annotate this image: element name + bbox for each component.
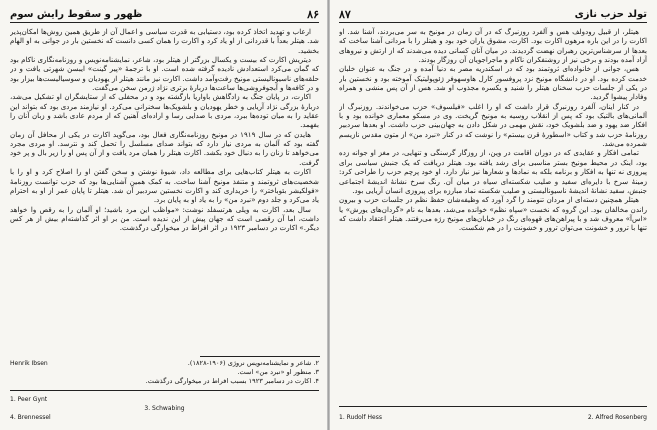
right-body-text [339,27,647,393]
paragraph: هایدن که در سال ۱۹۱۹ در مونیخ روزنامه‌نگاری فعال بود، می‌گوید اکارت در یکی از محافل آن زمان گفته بود که آلمان به مردی نیاز دارد که بتواند صدای مسلسل را تحمل کند و نترسد. او مردی مجرد می‌خواهد تا زنان را به دنبال خود بکشد. اکارت هیتلر را همان مرد یافت و از آن پس او را زیر بال و پر خود گرفت. [10,129,319,167]
paragraph: ارعاب و تهدید اتخاذ کرده بود، دستیابی به قدرت سیاسی و اعمال آن از طریق همین روش‌ها امکان‌پذیر شد. هیتلر بعداً با قدردانی از او یاد کرد و اکارت را همان کسی دانست که نخستین بار در جوانی به او الهام بخشید. [10,27,319,55]
paragraph: دیتریش اکارت که بیست و یکسال بزرگتر از هیتلر بود، شاعر، نمایشنامه‌نویس و روزنامه‌نگاری ناکام بود که گمان می‌کرد استعدادش نادیده گرفته شده است. او با ترجمهٔ «پیر گینت» ایبسن شهرتی یافت و در حلقه‌های ناسیونالیستی مونیخ رفت‌وآمد داشت. اکارت نیز مانند هیتلر از یهودیان و سوسیالیست‌ها بیزار بود و در کافه‌ها و آبجوفروشی‌ها ساعت‌ها دربارهٔ برتری نژاد ژرمن سخن می‌گفت. [10,55,319,93]
footnote-marker: ۲. [313,359,319,367]
paragraph: هیتلر، از قبیل رودولف هس و آلفرد روزنبرگ که در آن زمان در مونیخ به سر می‌بردند، آشنا شد. او اکارت را در این باره مرهون اکارت بود. اکارت، مشوق یاران خود بود و هیتلر را با مردانی آشنا ساخت که بعدها از سرشناس‌ترین رهبران نهضت گردیدند. در میان آنان کسانی دیده می‌شدند که از ارتش و نیروهای آزاد آمده بودند و برخی نیز از روشنفکران ناکام و ماجراجویان آن روزگار بودند. [339,27,647,65]
footnote-text: شاعر و نمایشنامه‌نویس نروژی (۱۹۰۶-۱۸۲۸). [187,359,312,367]
paragraph: تمامی افکار و عقایدی که در دوران اقامت در وین، از روزگار گرسنگی و تنهایی، در مغز او جوانه زده بود، اینک در محیط مونیخ بستر مناسبی برای رشد یافته بود. هیتلر دریافت که یک جنبش سیاسی برای پیروزی نه تنها به افکار و برنامه بلکه به نمادها و شعارها نیز نیاز دارد. او خود پرچم حزب را طراحی کرد: زمینهٔ سرخ با دایره‌ای سفید و صلیب شکسته‌ای سیاه در میان آن. رنگ سرخ نشانهٔ اندیشهٔ اجتماعی جنبش، سفید نشانهٔ اندیشهٔ ناسیونالیستی و صلیب شکسته نماد مبارزه برای پیروزی انسان آریایی بود. [339,148,647,195]
left-running-title: ظهور و سقوط رایش سوم [10,8,143,20]
footnote-text: منظور او «نبرد من» است. [237,368,312,376]
left-page-number: ۸۶ [307,7,319,21]
left-page-header [10,6,319,23]
right-latin-notes [339,406,647,422]
latin-note: 3. Schwabing [144,405,185,412]
footnote-marker: ۴. [313,377,319,385]
right-page-header [339,6,647,23]
left-body-text [10,27,319,353]
right-page-number: ۸۷ [339,7,351,21]
latin-note: 2. Alfred Rosenberg [587,414,647,421]
right-running-title: تولد حزب نازی [574,8,647,20]
footnote-text: اکارت در دسامبر ۱۹۲۳ بسبب افراط در میخوارگی درگذشت. [145,377,312,385]
paragraph: اکارت، در پایان جنگ به زادگاهش باواریا بازگشته بود و در محفلی که از ستایشگران او تشکیل می‌شد، دربارهٔ بزرگی نژاد آریایی و خطر یهودیان و بلشویک‌ها سخنرانی می‌کرد. او نیازمند مردی بود که بتواند این عقاید را به میان توده‌ها ببرد، مردی با صدایی رسا و اراده‌ای آهنین که از مردم عادی باشد و زبان آنان را بفهمد. [10,92,319,130]
latin-note: 1. Rudolf Hess [339,414,382,421]
latin-note: 4. Brennessel [10,414,51,421]
paragraph: در کنار اینان، آلفرد روزنبرگ قرار داشت که او را اغلب «فیلسوف» حزب می‌خواندند. روزنبرگ از آلمانی‌های بالتیک بود که پس از انقلاب روسیه به مونیخ گریخت. وی در مسکو معماری خوانده بود و با افکار ضد یهود و ضد بلشویک خود، نقش مهمی در شکل دادن به جهان‌بینی حزب داشت. او بعدها سردبیر روزنامهٔ حزب شد و کتاب «اسطورهٔ قرن بیستم» را نوشت که در کنار «نبرد من» از متون مقدس نازیسم شمرده می‌شد. [339,101,647,149]
left-footnotes [10,359,319,386]
paragraph: هیتلر همچنین دسته‌ای از مردان تنومند را گرد آورد که وظیفه‌شان حفظ نظم در جلسات حزب و بیرون راندن مخالفان بود. این گروه که نخست «سپاه نظم» خوانده می‌شد، بعدها به نام «گردان‌های یورش» یا «اس‌آ» معروف شد و با پیراهن‌های قهوه‌ای رنگ در خیابان‌های مونیخ رژه می‌رفتند. هیتلر اعتقاد داشت که تنها با ترور و خشونت می‌توان ترور و خشونت را در هم شکست. [339,195,647,233]
footnote-marker: ۳. [313,368,319,376]
paragraph: هس، جوانی از خانواده‌ای ثروتمند بود که در اسکندریه مصر به دنیا آمده و در جنگ به عنوان خلبان خدمت کرده بود. او در دانشگاه مونیخ نزد پروفسور کارل هاوسهوفر ژئوپولیتیک آموخته بود و نخستین بار در یکی از جلسات حزب سخنان هیتلر را شنید و یکسره مجذوب او شد. هس از آن پس منشی و همراه وفادار پیشوا گردید. [339,64,647,102]
footnote [10,377,319,386]
latin-note: 1. Peer Gynt [10,396,48,403]
paragraph: سال بعد، اکارت به ویلی هرتسفلد نوشت: «مواظب این مرد باشید؛ او آلمان را به رقص وا خواهد داشت، اما آن رقصی است که جهان پیش از این ندیده است. من بر او اثر گذاشته‌ام بیش از هر کس دیگر.» اکارت در دسامبر ۱۹۲۳ در اثر افراط در میخوارگی درگذشت. [10,204,319,233]
left-latin-notes [10,390,319,422]
footnote-separator [200,356,320,357]
paragraph: اکارت به هیتلر کتاب‌هایی برای مطالعه داد، شیوهٔ نوشتن و سخن گفتن او را اصلاح کرد و او را با شخصیت‌های ثروتمند و متنفذ مونیخ آشنا ساخت. به کمک همین آشنایی‌ها بود که حزب توانست روزنامهٔ «فولکیشر بئوباختر» را خریداری کند و اکارت نخستین سردبیر آن شد. هیتلر تا پایان عمر از او به احترام یاد می‌کرد و جلد دوم «نبرد من» را به یاد او به پایان برد. [10,167,319,205]
right-page [329,0,657,430]
footnote-latin: Henrik Ibsen [10,360,48,367]
footnote [10,359,319,368]
footnote [10,368,319,377]
